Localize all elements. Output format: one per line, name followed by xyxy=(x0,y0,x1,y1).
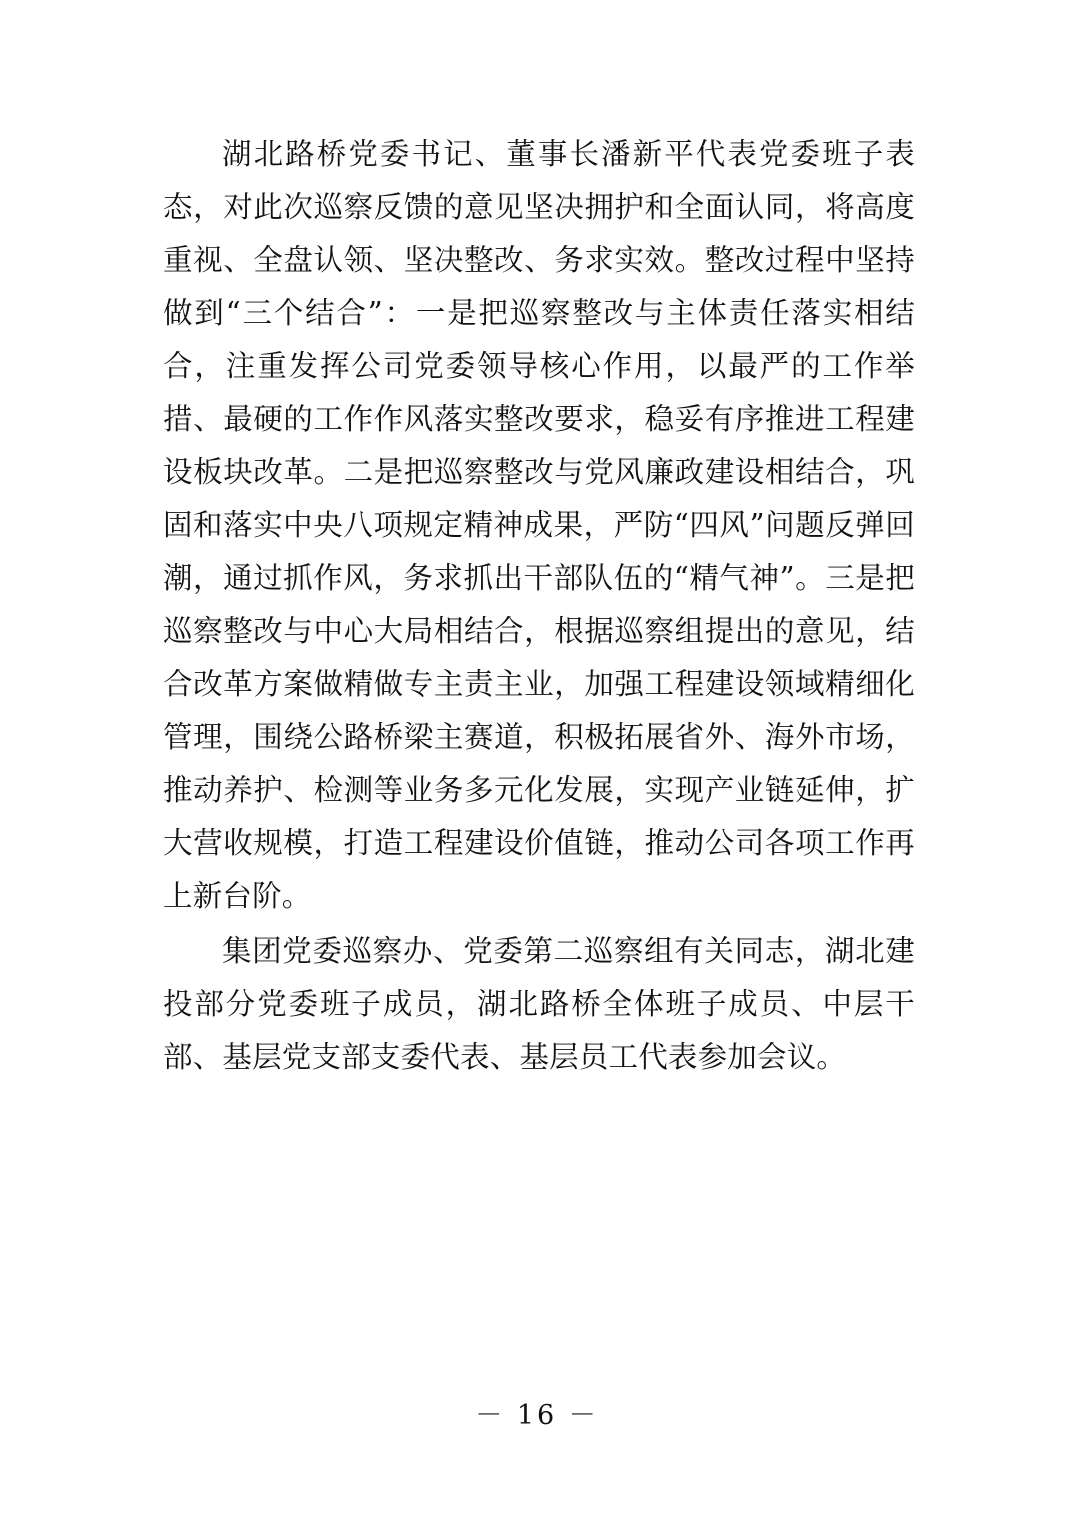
document-body xyxy=(163,128,915,1084)
paragraph-2: 集团党委巡察办、党委第二巡察组有关同志，湖北建投部分党委班子成员，湖北路桥全体班子成员、中层干部、基层党支部支委代表、基层员工代表参加会议。 xyxy=(163,934,915,1074)
paragraph-1: 湖北路桥党委书记、董事长潘新平代表党委班子表态，对此次巡察反馈的意见坚决拥护和全面认同，将高度重视、全盘认领、坚决整改、务求实效。整改过程中坚持做到“三个结合”：一是把巡察整改与主体责任落实相结合，注重发挥公司党委领导核心作用，以最严的工作举措、最硬的工作作风落实整改要求，稳妥有序推进工程建设板块改革。二是把巡察整改与党风廉政建设相结合，巩固和落实中央八项规定精神成果，严防“四风”问题反弹回潮，通过抓作风，务求抓出干部队伍的“精气神”。三是把巡察整改与中心大局相结合，根据巡察组提出的意见，结合改革方案做精做专主责主业，加强工程建设领域精细化管理，围绕公路桥梁主赛道，积极拓展省外、海外市场，推动养护、检测等业务多元化发展，实现产业链延伸，扩大营收规模，打造工程建设价值链，推动公司各项工作再上新台阶。 xyxy=(163,137,915,913)
page-number: － 16 － xyxy=(475,1400,599,1431)
